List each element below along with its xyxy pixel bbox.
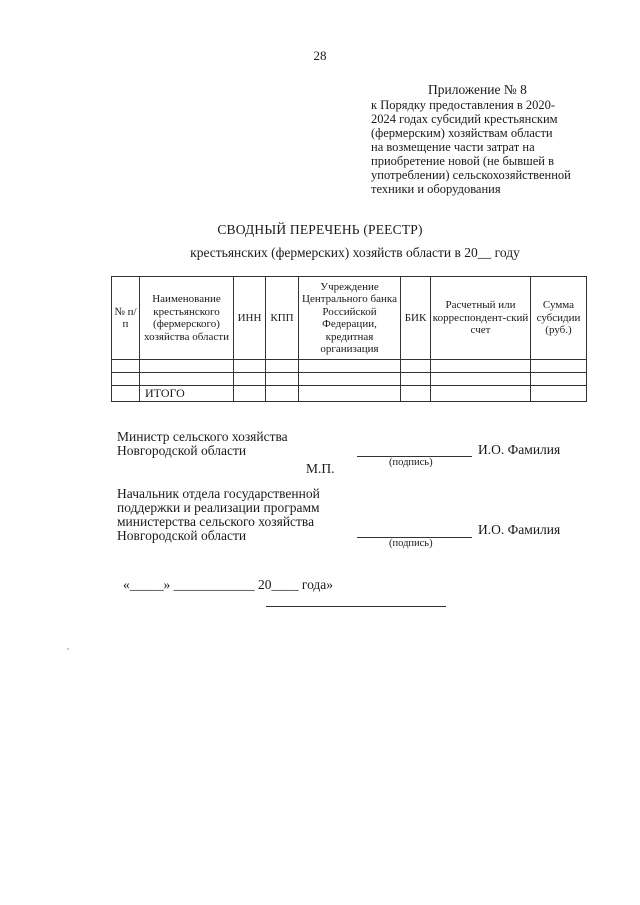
header-account: Расчетный или корреспондент-ский счет <box>431 277 531 360</box>
table-cell[interactable] <box>531 360 587 373</box>
position-line: Министр сельского хозяйства <box>117 429 288 444</box>
table-cell[interactable] <box>431 373 531 386</box>
page-number: 28 <box>313 48 327 63</box>
annex-line: употреблении) сельскохозяйственной <box>371 168 571 182</box>
position-line: министерства сельского хозяйства <box>117 514 315 529</box>
header-bik: БИК <box>401 277 431 360</box>
document-subtitle: крестьянских (фермерских) хозяйств области в 20__ году <box>190 245 520 260</box>
header-number: № п/п <box>112 277 140 360</box>
table-cell[interactable] <box>234 373 266 386</box>
stamp-placeholder: М.П. <box>306 461 335 476</box>
annex-line: к Порядку предоставления в 2020- <box>371 98 556 112</box>
table-cell <box>299 386 401 402</box>
position-line: Начальник отдела государственной <box>117 486 320 501</box>
annex-title: Приложение № 8 <box>428 82 527 97</box>
table-cell[interactable] <box>431 360 531 373</box>
department-head-name: И.О. Фамилия <box>478 522 561 537</box>
table-cell <box>401 386 431 402</box>
date-line[interactable]: «_____» ____________ 20____ года» <box>123 577 334 592</box>
table-cell[interactable] <box>299 373 401 386</box>
table-row <box>112 360 587 373</box>
document-title: СВОДНЫЙ ПЕРЕЧЕНЬ (РЕЕСТР) <box>217 222 423 237</box>
table-cell[interactable] <box>140 360 234 373</box>
scan-artifact <box>67 648 69 650</box>
position-line: Новгородской области <box>117 528 247 543</box>
department-head-signature-caption: (подпись) <box>389 538 433 549</box>
table-cell[interactable] <box>299 360 401 373</box>
table-cell <box>431 386 531 402</box>
table-total-row <box>112 386 587 402</box>
department-head-position <box>117 487 320 543</box>
underline <box>266 606 446 607</box>
table-cell[interactable] <box>234 360 266 373</box>
header-inn: ИНН <box>234 277 266 360</box>
table-header-row <box>112 277 587 360</box>
annex-line: 2024 годах субсидий крестьянским <box>371 112 558 126</box>
annex-line: на возмещение части затрат на <box>371 140 535 154</box>
header-bank: Учреждение Центрального банка Российской Федерации, кредитная организация <box>299 277 401 360</box>
table-cell[interactable] <box>112 373 140 386</box>
annex-line: техники и оборудования <box>371 182 501 196</box>
registry-table <box>111 276 587 402</box>
minister-position <box>117 430 288 458</box>
position-line: Новгородской области <box>117 443 247 458</box>
minister-name: И.О. Фамилия <box>478 442 561 457</box>
position-line: поддержки и реализации программ <box>117 500 320 515</box>
table-cell[interactable] <box>401 360 431 373</box>
table-cell[interactable] <box>401 373 431 386</box>
table-cell[interactable] <box>266 360 299 373</box>
annex-description <box>371 98 603 196</box>
table-row <box>112 373 587 386</box>
minister-signature-caption: (подпись) <box>389 457 433 468</box>
table-cell[interactable] <box>140 373 234 386</box>
table-cell[interactable] <box>266 373 299 386</box>
table-cell <box>266 386 299 402</box>
header-kpp: КПП <box>266 277 299 360</box>
annex-line: (фермерским) хозяйствам области <box>371 126 553 140</box>
table-cell <box>112 386 140 402</box>
table-cell[interactable] <box>531 373 587 386</box>
total-label: ИТОГО <box>140 386 234 402</box>
header-farm-name: Наименование крестьянского (фермерского) хозяйства области <box>140 277 234 360</box>
table-cell[interactable] <box>112 360 140 373</box>
header-subsidy-amount: Сумма субсидии (руб.) <box>531 277 587 360</box>
table-cell <box>234 386 266 402</box>
table-cell <box>531 386 587 402</box>
annex-line: приобретение новой (не бывшей в <box>371 154 554 168</box>
